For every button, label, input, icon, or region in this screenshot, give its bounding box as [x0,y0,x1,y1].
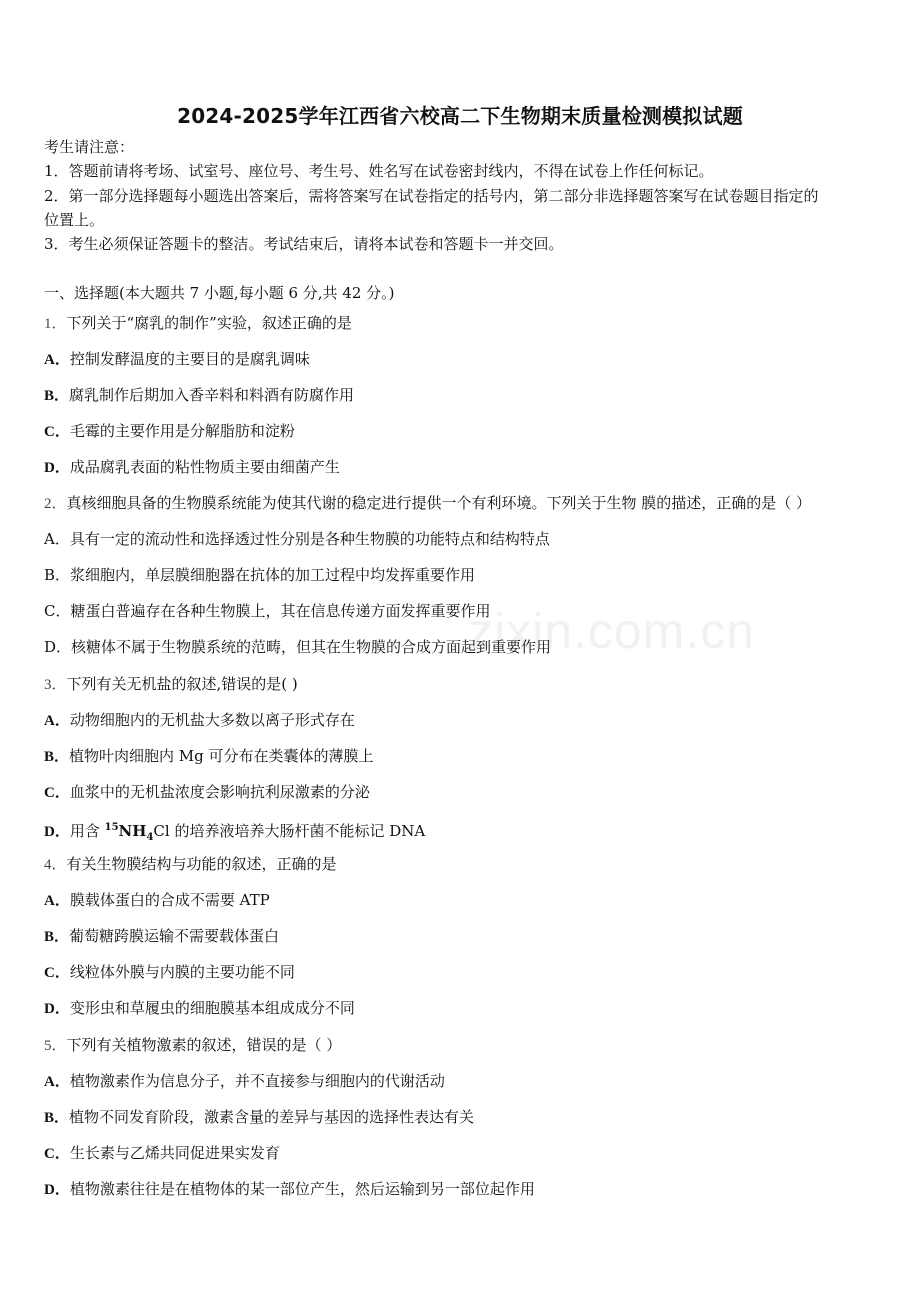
option [44,925,880,948]
option-letter: C． [44,602,71,620]
question-stem [44,853,880,876]
option-text: 植物叶肉细胞内 Mg 可分布在类囊体的薄膜上 [69,747,374,765]
option-letter: A． [44,1074,70,1090]
question-text: 下列关于“腐乳的制作”实验，叙述正确的是 [66,314,352,332]
option-letter: C． [44,785,70,801]
option-letter: B． [44,1110,70,1126]
option [44,348,880,371]
option [44,1106,880,1129]
option-text: 糖蛋白普遍存在各种生物膜上，其在信息传递方面发挥重要作用 [70,602,491,620]
option-text-post: Cl 的培养液培养大肠杆菌不能标记 DNA [153,822,426,840]
option-text: 植物激素往往是在植物体的某一部位产生，然后运输到另一部位起作用 [69,1180,535,1198]
option-text: 线粒体外膜与内膜的主要功能不同 [69,963,295,981]
option [44,456,880,479]
option-text: 具有一定的流动性和选择透过性分别是各种生物膜的功能特点和结构特点 [69,530,550,548]
isotope-superscript: 15 [104,822,119,833]
formula-subscript: 4 [146,832,154,843]
option-letter: B． [44,929,70,945]
question-stem [44,673,880,696]
notice-item: 2．第一部分选择题每小题选出答案后，需将答案写在试卷指定的括号内，第二部分非选择题答案写在试卷题目指定的 [44,187,819,205]
option-letter: B． [44,566,71,584]
page-title: 2024-2025学年江西省六校高二下生物期末质量检测模拟试题 [177,104,743,128]
option [44,1142,880,1165]
option [44,528,880,550]
question-text: 有关生物膜结构与功能的叙述，正确的是 [66,855,337,873]
option-letter: A． [44,352,70,368]
section-title: 一、选择题(本大题共 7 小题,每小题 6 分,共 42 分。) [44,284,395,302]
option-letter: A． [44,530,70,548]
option-letter: C． [44,424,70,440]
option [44,420,880,443]
question-number: 1． [44,316,67,332]
option-letter: D． [44,824,70,840]
option-text: 腐乳制作后期加入香辛料和料酒有防腐作用 [69,386,355,404]
option-text: 膜载体蛋白的合成不需要 ATP [69,891,270,909]
question-number: 4． [44,857,67,873]
question-number: 5． [44,1038,67,1054]
option-text: 变形虫和草履虫的细胞膜基本组成成分不同 [69,999,355,1017]
notice-item: 1．答题前请将考场、试室号、座位号、考生号、姓名写在试卷密封线内，不得在试卷上作任何标记。 [44,162,714,180]
option-letter: D． [44,1182,70,1198]
option-letter: B． [44,388,70,404]
option-letter: D． [44,460,70,476]
option-letter: D． [44,638,72,656]
option-letter: C． [44,1146,70,1162]
option-text: 葡萄糖跨膜运输不需要载体蛋白 [69,927,280,945]
option-letter: A． [44,893,70,909]
formula-nh: NH [118,822,147,840]
option [44,1070,880,1093]
option [44,889,880,912]
question-stem [44,312,880,335]
question-text: 真核细胞具备的生物膜系统能为使其代谢的稳定进行提供一个有利环境。下列关于生物 膜的描述，正确的是（ ） [66,494,812,512]
option-text: 核糖体不属于生物膜系统的范畴，但其在生物膜的合成方面起到重要作用 [71,638,552,656]
option-text: 毛霉的主要作用是分解脂肪和淀粉 [69,422,295,440]
question-number: 2． [44,496,67,512]
option-text: 植物激素作为信息分子，并不直接参与细胞内的代谢活动 [69,1072,445,1090]
option [44,564,880,586]
question-number: 3． [44,677,67,693]
option-text: 动物细胞内的无机盐大多数以离子形式存在 [69,711,355,729]
option [44,781,880,804]
option-text: 血浆中的无机盐浓度会影响抗利尿激素的分泌 [69,783,370,801]
option-letter: B． [44,749,70,765]
notice-item: 3．考生必须保证答题卡的整洁。考试结束后，请将本试卷和答题卡一并交回。 [44,235,564,253]
option [44,1178,880,1201]
option-letter: A． [44,713,70,729]
question-stem [44,492,880,515]
option [44,709,880,732]
notice-heading: 考生请注意： [44,138,135,156]
option [44,817,880,849]
option-text: 成品腐乳表面的粘性物质主要由细菌产生 [69,458,340,476]
option [44,997,880,1020]
notice-item: 位置上。 [44,211,105,229]
option-text: 植物不同发育阶段，激素含量的差异与基因的选择性表达有关 [69,1108,475,1126]
option [44,384,880,407]
option-letter: D． [44,1001,70,1017]
option [44,745,880,768]
option-text-pre: 用含 [69,822,105,840]
question-text: 下列有关无机盐的叙述,错误的是( ) [66,675,298,693]
option-text: 控制发酵温度的主要目的是腐乳调味 [69,350,310,368]
option-text: 浆细胞内，单层膜细胞器在抗体的加工过程中均发挥重要作用 [70,566,476,584]
option-letter: C． [44,965,70,981]
option [44,961,880,984]
question-text: 下列有关植物激素的叙述，错误的是（ ） [66,1036,342,1054]
watermark: zixin.com.cn [468,603,756,659]
question-stem [44,1034,880,1057]
option-text: 生长素与乙烯共同促进果实发育 [69,1144,280,1162]
